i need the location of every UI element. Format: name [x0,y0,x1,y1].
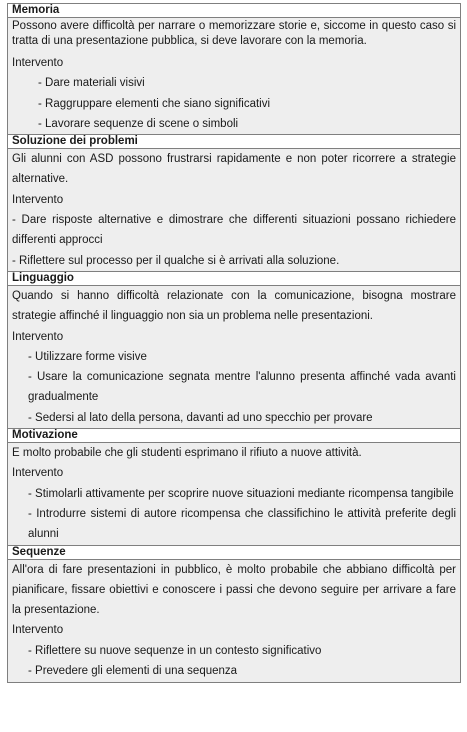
intervention-item: - Prevedere gli elementi di una sequenza [28,665,238,678]
intervention-item: - Introdurre sistemi di autore ricompensa che classifichino le attività preferite degli alunni [28,507,456,541]
intervention-label: Intervento [12,624,64,637]
section-body [8,286,460,428]
intervention-item: - Riflettere su nuove sequenze in un contesto significativo [28,644,322,657]
intervention-item: - Utilizzare forme visive [28,350,147,363]
section-soluzione-problemi [8,134,460,271]
intervention-item: - Riflettere sul processo per il qualche si è arrivati alla soluzione. [12,254,340,267]
section-title: Motivazione [8,429,460,443]
section-title: Sequenze [8,546,460,560]
section-title: Soluzione dei problemi [8,135,460,149]
intervention-label: Intervento [12,57,64,69]
intervention-table [7,3,461,683]
intervention-item: - Dare risposte alternative e dimostrare che differenti situazioni possano richiedere differenti approcci [12,214,456,247]
section-title: Linguaggio [8,272,460,286]
section-sequenze [8,545,460,683]
section-description: Possono avere difficoltà per narrare o memorizzare storie e, siccome in questo caso si tratta di una presentazione pubblica, si deve lavorare con la memoria. [12,20,456,47]
section-description: Quando si hanno difficoltà relazionate con la comunicazione, bisogna mostrare strategie affinché il linguaggio non sia un problema nelle presentazioni. [12,289,456,323]
section-memoria [8,4,460,134]
section-body [8,560,460,683]
intervention-label: Intervento [12,193,64,206]
section-description: E molto probabile che gli studenti esprimano il rifiuto a nuove attività. [12,447,362,460]
section-body [8,18,460,134]
section-title: Memoria [8,4,460,18]
intervention-label: Intervento [12,467,64,480]
intervention-item: - Stimolarli attivamente per scoprire nuove situazioni mediante ricompensa tangibile [28,487,454,500]
section-description: Gli alunni con ASD possono frustrarsi rapidamente e non poter ricorrere a strategie alternative. [12,153,456,186]
section-body [8,443,460,544]
intervention-item: - Dare materiali visivi [38,77,145,90]
intervention-item: - Raggruppare elementi che siano significativi [38,97,271,110]
intervention-item: - Sedersi al lato della persona, davanti ad uno specchio per provare [28,411,373,424]
intervention-label: Intervento [12,330,64,343]
intervention-item: - Lavorare sequenze di scene o simboli [38,117,239,130]
section-motivazione [8,428,460,544]
intervention-item: - Usare la comunicazione segnata mentre l'alunno presenta affinché vada avanti gradualmente [28,371,456,404]
section-body [8,149,460,271]
section-linguaggio [8,271,460,428]
section-description: All'ora di fare presentazioni in pubblico, è molto probabile che abbiano difficoltà per pianificare, fissare obiettivi e conoscere i passi che devono seguire per arrivare a fare la presentazione. [12,563,456,617]
